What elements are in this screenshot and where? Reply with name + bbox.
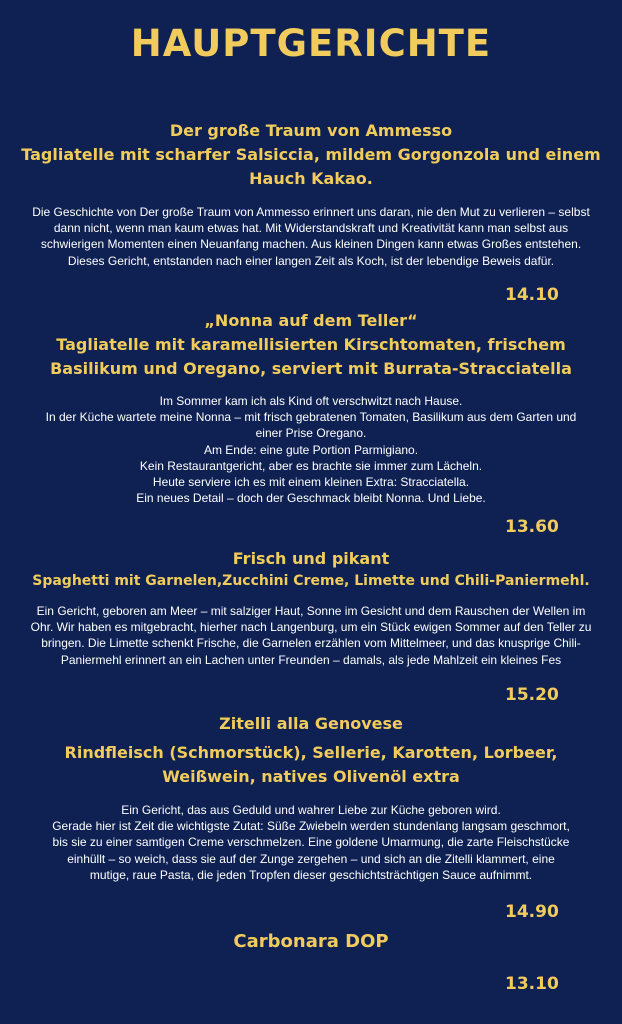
dish-subtitle: Spaghetti mit Garnelen,Zucchini Creme, Limette und Chili-Paniermehl.: [32, 573, 590, 589]
dish-name: Zitelli alla Genovese: [219, 714, 403, 733]
dish-description: Im Sommer kam ich als Kind oft verschwitzt nach Hause. In der Küche wartete meine Nonna – mit frisch gebratenen Tomaten, Basilikum aus dem Garten und einer Prise Oregano. Am Ende: eine gute Portion Parmigiano. Kein Restaurantgericht, aber es brachte sie immer zum Lächeln. Heute serviere ich es mit einem kleinen Extra: Stracciatella. Ein neues Detail – doch der Geschmack bleibt Nonna. Und Liebe.: [45, 394, 577, 506]
dish-name: „Nonna auf dem Teller“: [204, 311, 418, 330]
dish-description: Ein Gericht, geboren am Meer – mit salziger Haut, Sonne im Gesicht und dem Rauschen der Wellen im Ohr. Wir haben es mitgebracht, hierher nach Langenburg, um ein Stück ewigen Sommer auf den Teller zu bringen. Die Limette schenkt Frische, die Garnelen erzählen vom Mittelmeer, und das knusprige Chili- Paniermehl erinnert an ein Lachen unter Freunden – damals, als jede Mahlzeit ein kleines Fes: [30, 604, 592, 667]
page-title: HAUPTGERICHTE: [130, 22, 492, 65]
dish-subtitle: Tagliatelle mit karamellisierten Kirschtomaten, frischem Basilikum und Oregano, serviert mit Burrata-Stracciatella: [50, 335, 572, 378]
dish-price: 14.10: [505, 285, 559, 305]
dish-subtitle: Tagliatelle mit scharfer Salsiccia, mildem Gorgonzola und einem Hauch Kakao.: [21, 145, 601, 188]
dish-name: Carbonara DOP: [233, 931, 389, 952]
dish-name: Der große Traum von Ammesso: [169, 121, 453, 140]
dish-price: 14.90: [505, 902, 559, 922]
dish-description: Die Geschichte von Der große Traum von Ammesso erinnert uns daran, nie den Mut zu verlieren – selbst dann nicht, wenn man kaum etwas hat. Mit Widerstandskraft und Kreativität kann man selbst aus schwierigen Momenten einen Neuanfang machen. Aus kleinen Dingen kann etwas Großes entstehen. Dieses Gericht, entstanden nach einer langen Zeit als Koch, ist der lebendige Beweis dafür.: [32, 205, 590, 268]
dish-name: Frisch und pikant: [232, 549, 390, 568]
dish-subtitle: Rindfleisch (Schmorstück), Sellerie, Karotten, Lorbeer, Weißwein, natives Olivenöl extra: [64, 743, 558, 786]
dish-price: 15.20: [505, 685, 559, 705]
dish-price: 13.60: [505, 517, 559, 537]
dish-description: Ein Gericht, das aus Geduld und wahrer Liebe zur Küche geboren wird. Gerade hier ist Zeit die wichtigste Zutat: Süße Zwiebeln werden stundenlang langsam geschmort, bis sie zu einer samtigen Creme verschmelzen. Eine goldene Umarmung, die zarte Fleischstücke einhüllt – so weich, dass sie auf der Zunge zergehen – und sich an die Zitelli klammert, eine mutige, raue Pasta, die jeden Tropfen dieser geschichtsträchtigen Sauce aufnimmt.: [52, 803, 570, 882]
dish-price: 13.10: [505, 974, 559, 994]
